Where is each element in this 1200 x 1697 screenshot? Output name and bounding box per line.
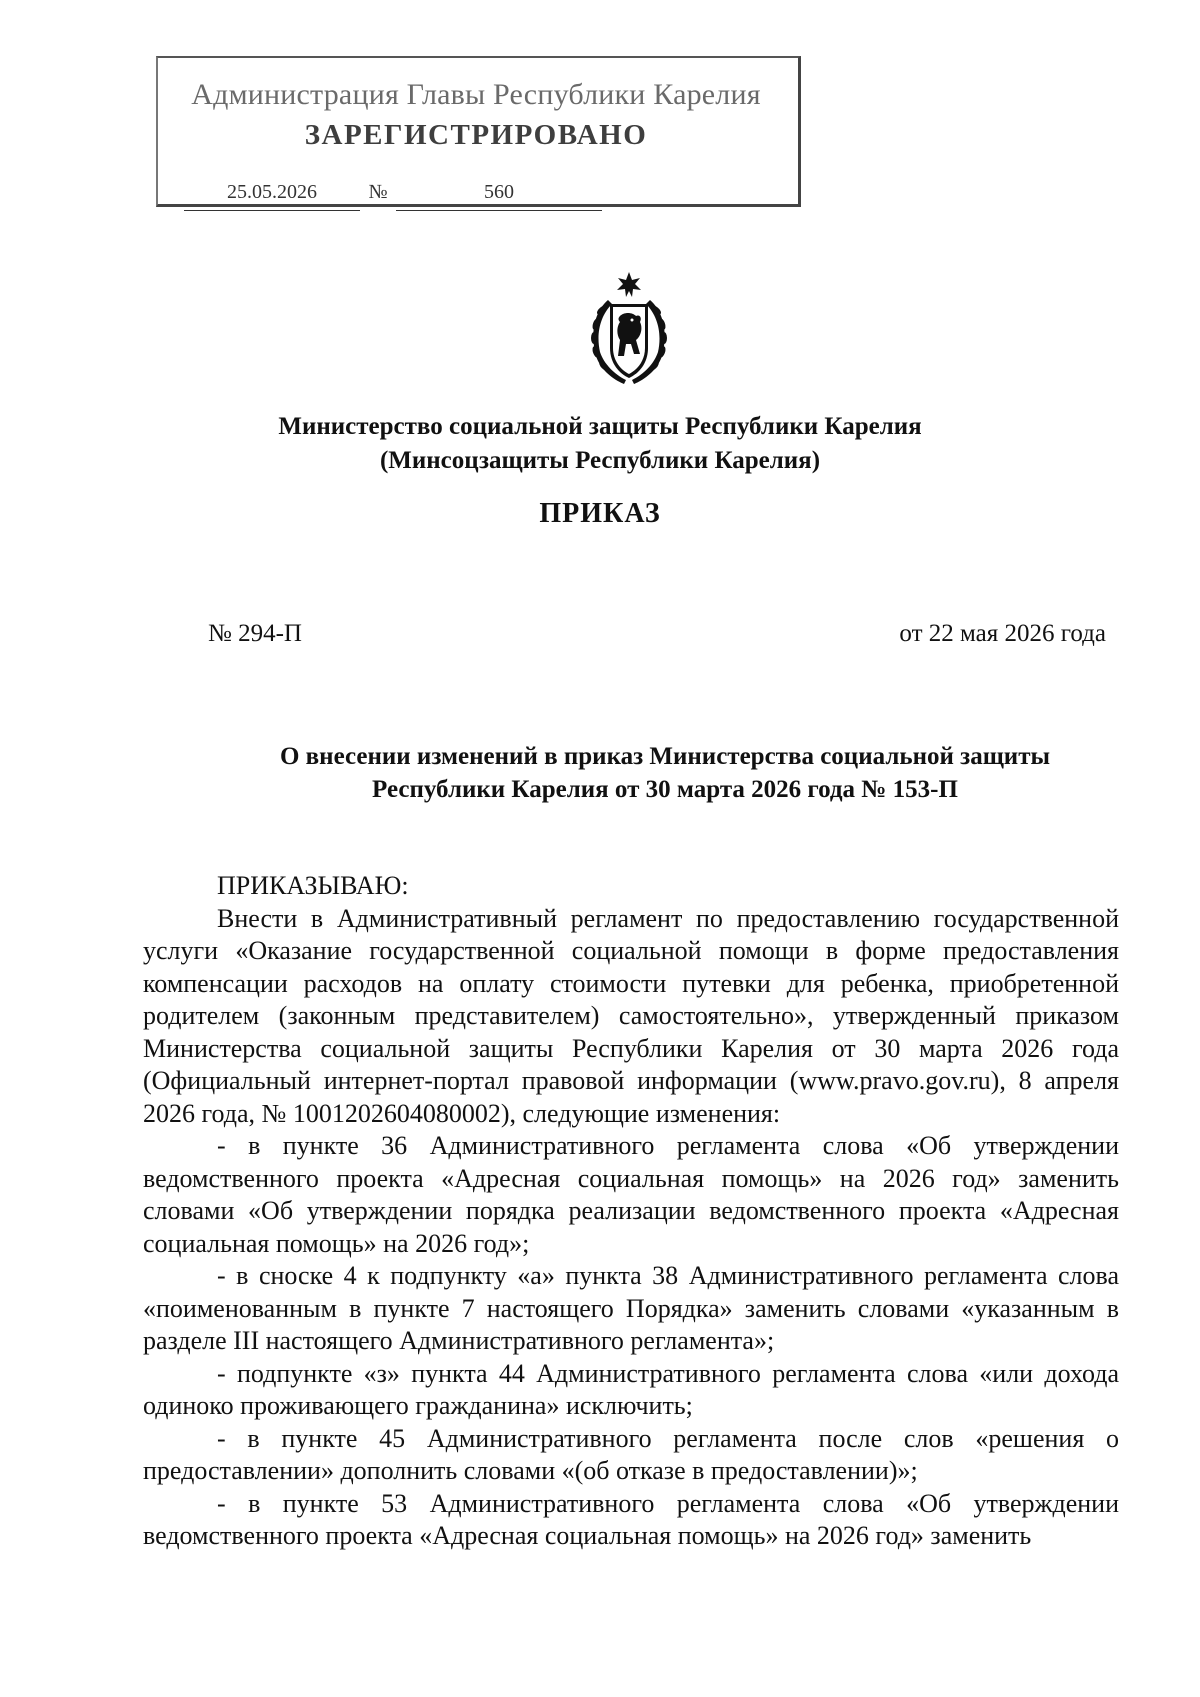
amendment-item: - подпункте «з» пункта 44 Административного регламента слова «или дохода одиноко проживающего гражданина» исключить; [143,1358,1119,1420]
amendment-item: - в пункте 53 Административного регламента слова «Об утверждении ведомственного проекта «Адресная социальная помощь» на 2026 год» заменить [143,1488,1119,1550]
order-body [143,870,1119,1553]
stamp-title: Администрация Главы Республики Карелия [191,78,761,111]
order-date: от 22 мая 2026 года [899,620,1106,647]
subject-line-2: Республики Карелия от 30 марта 2026 года № 153-П [372,776,958,803]
ministry-line-2: (Минсоцзащиты Республики Карелия) [379,447,821,474]
intro-paragraph: Внести в Административный регламент по предоставлению государственной услуги «Оказание государственной социальной помощи в форме предоставления компенсации расходов на оплату стоимости путевки для ребенка, приобретенной родителем (законным представителем) самостоятельно», утвержденный приказом Министерства социальной защиты Республики Карелия от 30 марта 2026 года (Официальный интернет-портал правовой информации (www.pravo.gov.ru), 8 апреля 2026 года, № 1001202604080002), следующие изменения: [143,903,1119,1128]
order-subject [130,740,1200,806]
registration-stamp [156,56,798,204]
document-type: ПРИКАЗ [539,498,661,529]
ministry-line-1: Министерство социальной защиты Республики Карелия [278,413,922,440]
amendment-item: - в сноске 4 к подпункту «а» пункта 38 Административного регламента слова «поименованным в пункте 7 настоящего Порядка» заменить словами «указанным в разделе III настоящего Административного регламента»; [143,1261,1119,1355]
amendment-item: - в пункте 45 Административного регламента после слов «решения о предоставлении» дополнить словами «(об отказе в предоставлении)»; [143,1423,1119,1485]
order-directive: ПРИКАЗЫВАЮ: [217,871,409,900]
order-number: № 294-П [208,620,302,647]
stamp-number-label: № [368,181,388,203]
stamp-date: 25.05.2026 [184,174,360,211]
amendment-item: - в пункте 36 Административного регламента слова «Об утверждении ведомственного проекта «Адресная социальная помощь» на 2026 год» заменить словами «Об утверждении порядка реализации ведомственного проекта «Адресная социальная помощь» на 2026 год»; [143,1131,1119,1258]
stamp-status: ЗАРЕГИСТРИРОВАНО [304,119,648,151]
karelia-coat-of-arms-icon [586,270,672,388]
ministry-name [0,410,1200,478]
stamp-number: 560 [396,174,602,211]
subject-line-1: О внесении изменений в приказ Министерства социальной защиты [279,743,1051,770]
